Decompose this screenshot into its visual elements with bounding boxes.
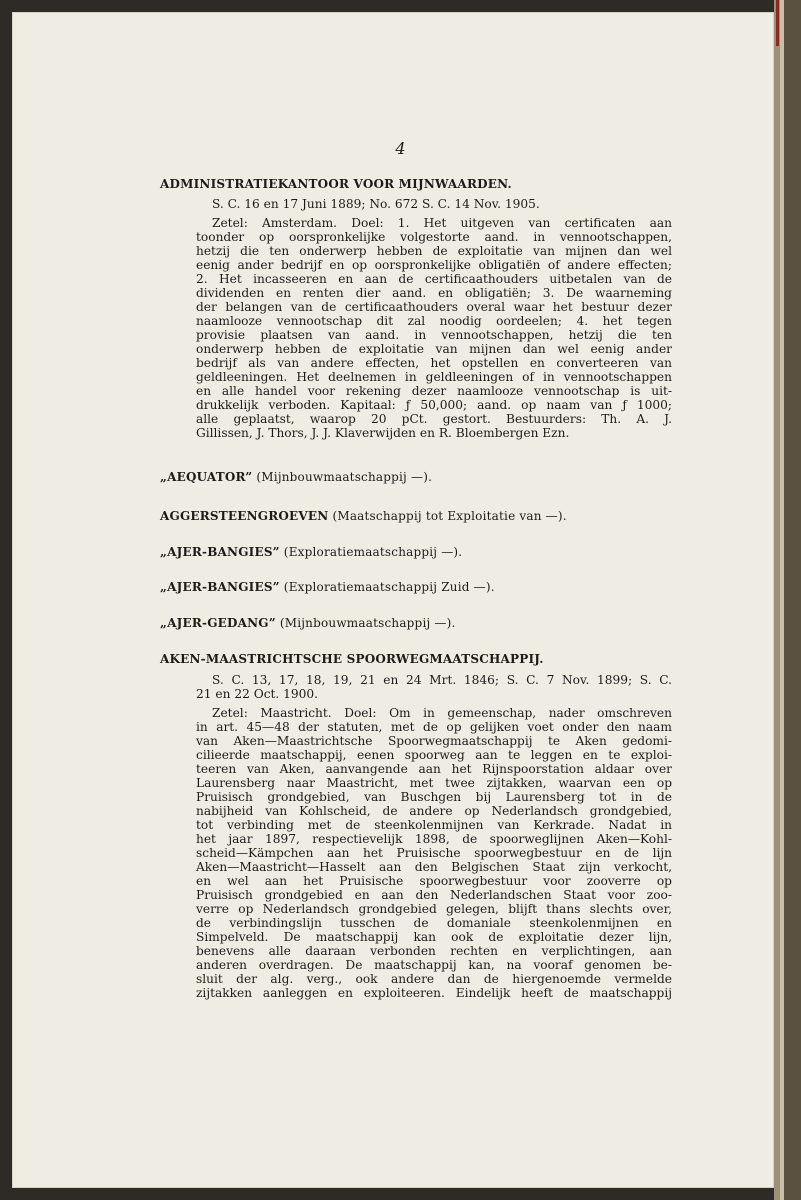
entry-heading: ADMINISTRATIEKANTOOR VOOR MIJNWAARDEN. <box>160 177 512 191</box>
entry-line: dividenden en renten dier aand. en obligatiën; 3. De waarneming <box>196 286 672 300</box>
entry-line: en wel aan het Pruisische spoorwegbestuur voor zooverre op <box>196 874 672 888</box>
entry-line: het jaar 1897, respectievelijk 1898, de spoorweglijnen Aken—Kohl- <box>196 832 672 846</box>
book-edge <box>784 0 801 1200</box>
entry-line: en alle handel voor rekening dezer naamlooze vennootschap is uit- <box>196 384 672 398</box>
entry-line: Laurensberg naar Maastricht, met twee zijtakken, waarvan een op <box>196 776 672 790</box>
entry-line: toonder op oorspronkelijke volgestorte aand. in vennootschappen, <box>196 230 672 244</box>
heading-subtitle: (Exploratiemaatschappij Zuid —). <box>279 580 495 594</box>
entry-line: zijtakken aanleggen en exploiteeren. Eindelijk heeft de maatschappij <box>196 986 672 1000</box>
heading-title: „AJER-BANGIES” <box>160 580 280 594</box>
entry-line: Gillissen, J. Thors, J. J. Klaverwijden en R. Bloembergen Ezn. <box>196 426 570 440</box>
entry-line: Zetel: Maastricht. Doel: Om in gemeenschap, nader omschreven <box>212 706 672 720</box>
entry-line: bedrijf als van andere effecten, het opstellen en converteeren van <box>196 356 672 370</box>
page-number: 4 <box>395 139 406 158</box>
heading-title: „AJER-GEDANG” <box>160 616 276 630</box>
entry-line: Aken—Maastricht—Hasselt aan den Belgischen Staat zijn verkocht, <box>196 860 672 874</box>
heading-subtitle: (Maatschappij tot Exploitatie van —). <box>328 509 567 523</box>
entry-line: Simpelveld. De maatschappij kan ook de exploitatie dezer lijn, <box>196 930 672 944</box>
entry-line: alle geplaatst, waarop 20 pCt. gestort. Bestuurders: Th. A. J. <box>196 412 672 426</box>
heading-subtitle: (Mijnbouwmaatschappij —). <box>252 470 433 484</box>
entry-heading <box>160 580 680 594</box>
entry-line: verre op Nederlandsch grondgebied gelegen, blijft thans slechts over, <box>196 902 672 916</box>
entry-line: benevens alle daaraan verbonden rechten en verplichtingen, aan <box>196 944 672 958</box>
entry-line: geldleeningen. Het deelnemen in geldleeningen of in vennootschappen <box>196 370 672 384</box>
heading-title: AGGERSTEENGROEVEN <box>160 509 329 523</box>
entry-line: onderwerp hebben de exploitatie van mijnen dan wel eenig ander <box>196 342 672 356</box>
entry-line: sluit der alg. verg., ook andere dan de hiergenoemde vermelde <box>196 972 672 986</box>
entry-line: 21 en 22 Oct. 1900. <box>196 687 319 701</box>
entry-line: scheid—Kämpchen aan het Pruisische spoorwegbestuur en de lijn <box>196 846 672 860</box>
entry-line: teeren van Aken, aanvangende aan het Rijnspoorstation aldaar over <box>196 762 672 776</box>
entry-line: cilieerde maatschappij, eenen spoorweg aan te leggen en te exploi- <box>196 748 672 762</box>
entry-line: tot verbinding met de steenkolenmijnen van Kerkrade. Nadat in <box>196 818 672 832</box>
entry-heading <box>160 509 680 523</box>
entry-line: nabijheid van Kohlscheid, de andere op Nederlandsch grondgebied, <box>196 804 672 818</box>
heading-subtitle: (Exploratiemaatschappij —). <box>279 545 463 559</box>
entry-line: Pruisisch grondgebied, van Buschgen bij Laurensberg tot in de <box>196 790 672 804</box>
entry-line: drukkelijk verboden. Kapitaal: ƒ 50,000; aand. op naam van ƒ 1000; <box>196 398 672 412</box>
entry-line: anderen overdragen. De maatschappij kan, na vooraf genomen be- <box>196 958 672 972</box>
entry-line: in art. 45—48 der statuten, met de op gelijken voet onder den naam <box>196 720 672 734</box>
entry-line: hetzij die ten onderwerp hebben de exploitatie van mijnen dan wel <box>196 244 672 258</box>
heading-title: „AJER-BANGIES” <box>160 545 280 559</box>
heading-subtitle: (Mijnbouwmaatschappij —). <box>275 616 456 630</box>
entry-line: 2. Het incasseeren en aan de certificaathouders uitbetalen van de <box>196 272 672 286</box>
entry-heading <box>160 545 680 559</box>
heading-title: „AEQUATOR” <box>160 470 253 484</box>
entry-line: provisie plaatsen van aand. in vennootschappen, hetzij die ten <box>196 328 672 342</box>
entry-line: naamlooze vennootschap dit zal noodig oordeelen; 4. het tegen <box>196 314 672 328</box>
entry-line: S. C. 16 en 17 Juni 1889; No. 672 S. C. 14 Nov. 1905. <box>212 197 540 211</box>
entry-line: Pruisisch grondgebied en aan den Nederlandschen Staat voor zoo- <box>196 888 672 902</box>
entry-line: S. C. 13, 17, 18, 19, 21 en 24 Mrt. 1846; S. C. 7 Nov. 1899; S. C. <box>212 673 672 687</box>
entry-line: eenig ander bedrijf en op oorspronkelijke obligatiën of andere effecten; <box>196 258 672 272</box>
entry-line: van Aken—Maastrichtsche Spoorwegmaatschappij te Aken gedomi- <box>196 734 672 748</box>
entry-heading <box>160 616 680 630</box>
bookmark-ribbon <box>776 0 779 46</box>
entry-heading <box>160 470 680 484</box>
entry-line: Zetel: Amsterdam. Doel: 1. Het uitgeven van certificaten aan <box>212 216 672 230</box>
entry-heading: AKEN-MAASTRICHTSCHE SPOORWEGMAATSCHAPPIJ. <box>160 652 544 666</box>
entry-line: der belangen van de certificaathouders overal waar het bestuur dezer <box>196 300 672 314</box>
entry-line: de verbindingslijn tusschen de domaniale steenkolenmijnen en <box>196 916 672 930</box>
